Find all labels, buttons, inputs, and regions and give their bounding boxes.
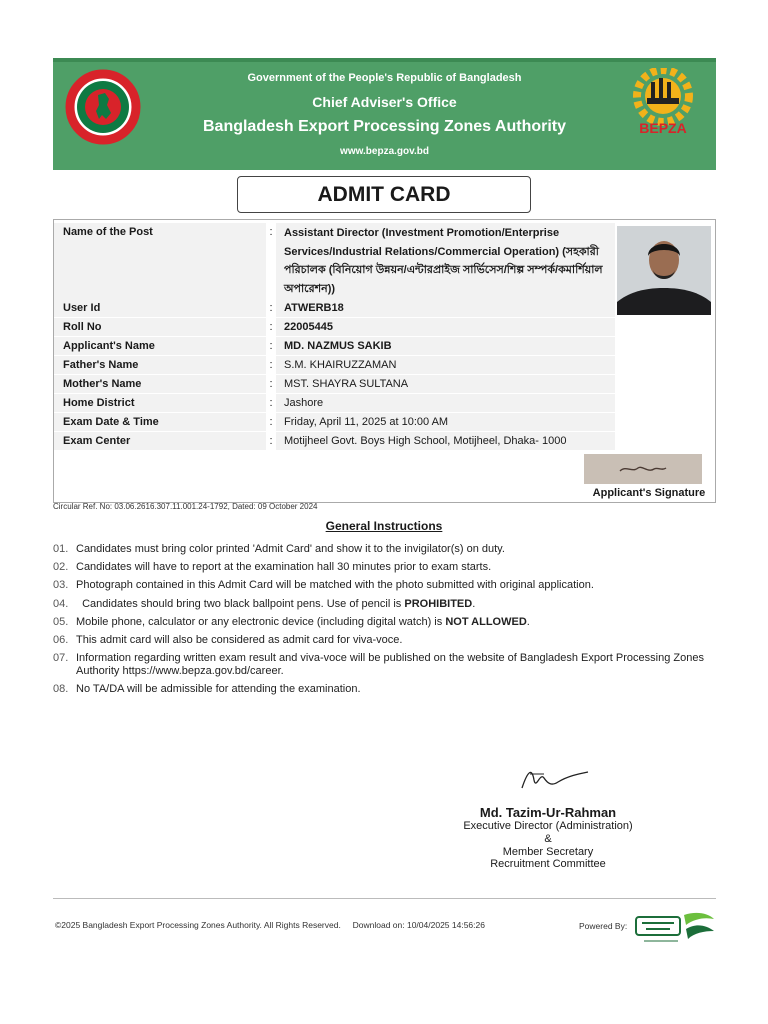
instruction-text: Information regarding written exam result and viva-voce will be published on the website of Bangladesh Export Processing Zones Authority https://www.bepza.gov.bd/career. — [76, 652, 704, 678]
instruction-item — [53, 561, 717, 574]
instruction-text: No TA/DA will be admissible for attending the examination. — [76, 683, 361, 696]
detail-label: Name of the Post — [54, 223, 266, 299]
detail-separator: : — [269, 321, 273, 333]
signatory-designation: Executive Director (Administration) — [463, 820, 633, 832]
teletalk-logo-icon — [634, 907, 716, 947]
applicant-details-table — [53, 219, 716, 503]
signatory-committee: Recruitment Committee — [490, 858, 606, 871]
powered-by-label: Powered By: — [579, 921, 628, 931]
detail-value: S.M. KHAIRUZZAMAN — [276, 356, 615, 374]
instruction-number: 04. — [53, 597, 69, 610]
instruction-number: 06. — [53, 633, 69, 646]
signatory-name: Md. Tazim-Ur-Rahman — [479, 805, 617, 820]
applicant-signature-image — [584, 454, 702, 484]
authority-signature-icon — [440, 760, 656, 800]
instruction-item — [53, 598, 717, 611]
detail-separator: : — [269, 397, 273, 409]
instruction-item — [53, 616, 717, 629]
detail-label: Home District — [54, 394, 266, 412]
office-name: Chief Adviser's Office — [312, 94, 457, 110]
footer-copyright: ©2025 Bangladesh Export Processing Zones Authority. All Rights Reserved. — [55, 920, 341, 930]
instruction-item — [53, 579, 717, 592]
applicant-signature-label: Applicant's Signature — [592, 487, 706, 499]
detail-label: Applicant's Name — [54, 337, 266, 355]
instruction-text: Candidates must bring color printed 'Admit Card' and show it to the invigilator(s) on duty. — [76, 543, 505, 555]
instruction-text: This admit card will also be considered as admit card for viva-voce. — [76, 633, 403, 646]
detail-separator: : — [269, 416, 273, 428]
detail-row-post — [54, 223, 615, 299]
footer-download-time: Download on: 10/04/2025 14:56:26 — [352, 920, 485, 930]
detail-value: ATWERB18 — [276, 299, 615, 317]
instruction-item — [53, 652, 717, 678]
detail-value: Motijheel Govt. Boys High School, Motijheel, Dhaka- 1000 — [276, 432, 615, 450]
detail-separator: : — [269, 226, 273, 238]
detail-value: Friday, April 11, 2025 at 10:00 AM — [276, 413, 615, 431]
instruction-number: 08. — [53, 683, 69, 696]
instruction-text: Mobile phone, calculator or any electronic device (including digital watch) is — [76, 615, 446, 628]
detail-separator: : — [269, 340, 273, 352]
instruction-number: 07. — [53, 652, 69, 665]
signature-icon — [584, 454, 702, 484]
detail-label: Mother's Name — [54, 375, 266, 393]
instruction-text: Candidates will have to report at the examination hall 30 minutes prior to exam starts. — [76, 561, 492, 574]
instruction-item — [53, 543, 717, 556]
instruction-emphasis: NOT ALLOWED — [445, 615, 527, 628]
footer-divider — [53, 898, 716, 899]
detail-label: Father's Name — [54, 356, 266, 374]
admit-card-title: ADMIT CARD — [237, 176, 531, 213]
website-link[interactable]: www.bepza.gov.bd — [340, 146, 429, 157]
detail-separator: : — [269, 302, 273, 314]
signatory-conjunction: & — [544, 832, 552, 845]
instruction-number: 02. — [53, 561, 69, 574]
instruction-text: Photograph contained in this Admit Card will be matched with the photo submitted with original application. — [76, 579, 594, 592]
general-instructions-title: General Instructions — [325, 519, 443, 533]
instruction-text-end: . — [472, 597, 476, 610]
instruction-text: Candidates should bring two black ballpoint pens. Use of pencil is — [76, 597, 405, 610]
government-name: Government of the People's Republic of Bangladesh — [247, 72, 522, 84]
detail-label: User Id — [54, 299, 266, 317]
instruction-text-end: . — [526, 615, 530, 628]
detail-value: 22005445 — [276, 318, 615, 336]
detail-separator: : — [269, 435, 273, 447]
detail-label: Exam Center — [54, 432, 266, 450]
detail-separator: : — [269, 378, 273, 390]
detail-label: Exam Date & Time — [54, 413, 266, 431]
instruction-item — [53, 683, 717, 696]
detail-value: Jashore — [276, 394, 615, 412]
instruction-number: 05. — [53, 615, 69, 628]
footer-info — [55, 920, 485, 930]
detail-label: Roll No — [54, 318, 266, 336]
signatory-block — [440, 760, 656, 871]
authority-name: Bangladesh Export Processing Zones Authority — [202, 118, 567, 135]
detail-value: MD. NAZMUS SAKIB — [276, 337, 615, 355]
instruction-number: 01. — [53, 543, 69, 555]
detail-value: MST. SHAYRA SULTANA — [276, 375, 615, 393]
instructions-list — [53, 543, 717, 702]
detail-value: Assistant Director (Investment Promotion/Enterprise Services/Industrial Relations/Commercial Operation) (সহকারী পরিচালক (বিনিয়োগ উন্নয়ন/এন্টারপ্রাইজ সার্ভিসেস/শিল্প সম্পর্ক/কমার্শিয়াল অপারেশন)) — [276, 223, 615, 299]
bepza-logo-icon — [619, 68, 707, 138]
instruction-emphasis: PROHIBITED — [404, 597, 473, 610]
instruction-number: 03. — [53, 579, 69, 592]
circular-reference: Circular Ref. No: 03.06.2616.307.11.001.24-1792, Dated: 09 October 2024 — [53, 502, 318, 511]
signatory-role: Member Secretary — [502, 845, 594, 858]
svg-text:BEPZA: BEPZA — [639, 120, 687, 136]
instruction-item — [53, 634, 717, 647]
header-banner — [53, 58, 716, 170]
detail-separator: : — [269, 359, 273, 371]
applicant-photo-icon — [617, 226, 711, 315]
applicant-photo — [617, 226, 711, 315]
